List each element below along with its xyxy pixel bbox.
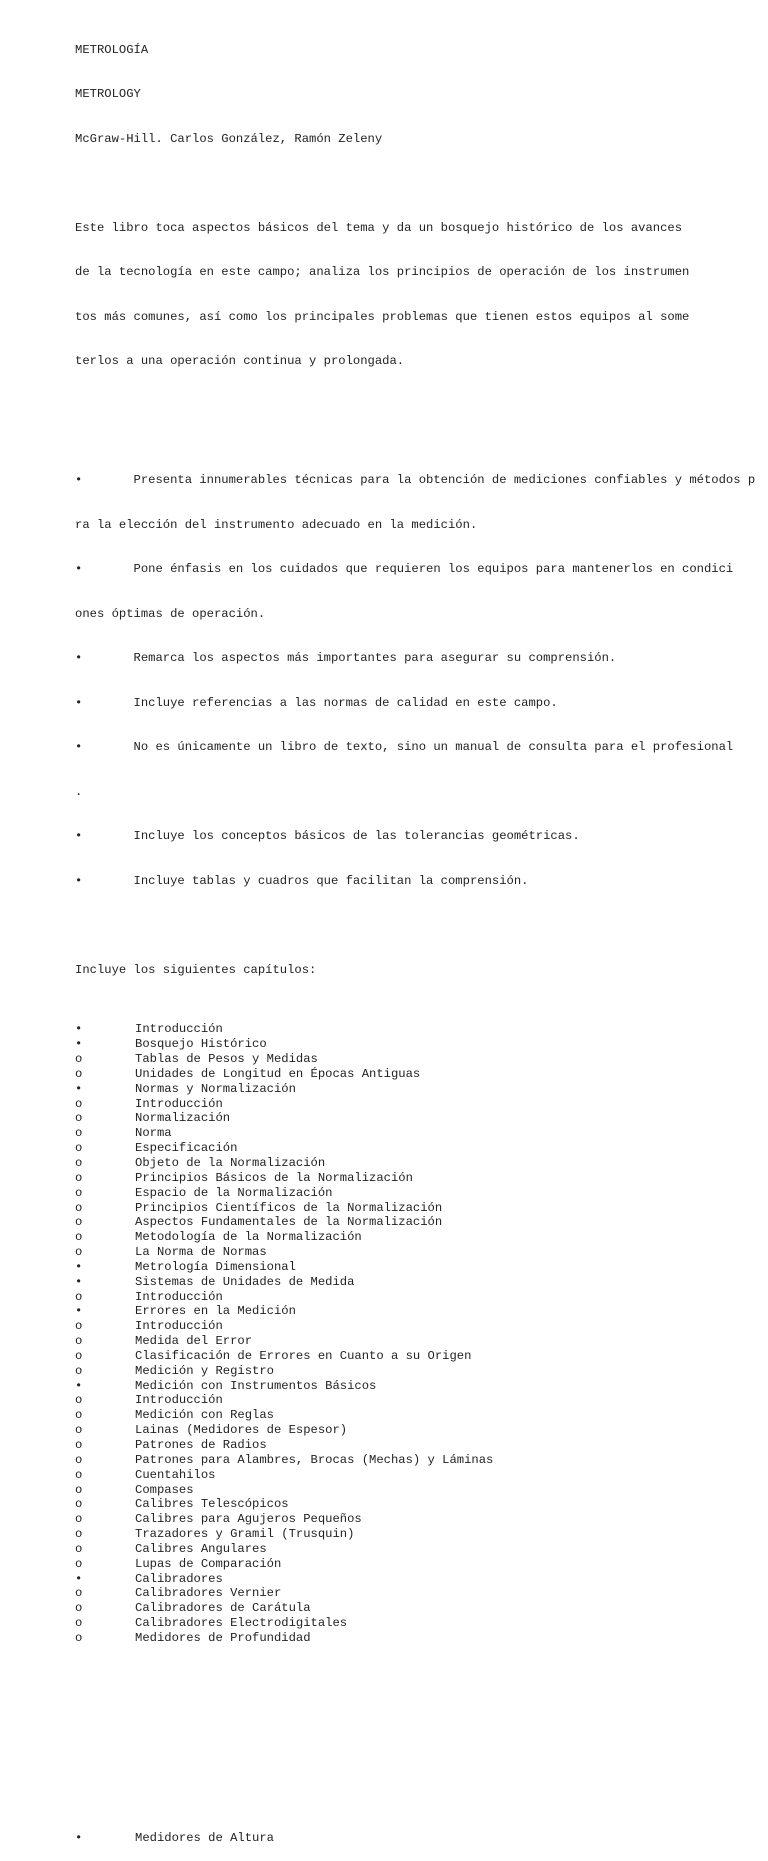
sub-bullet-marker: o	[75, 1616, 83, 1631]
chapter-title: Introducción	[135, 1393, 223, 1408]
sub-bullet-marker: o	[75, 1111, 83, 1126]
description	[75, 191, 768, 399]
document-title: METROLOGÍA	[75, 42, 149, 57]
sub-bullet-marker: o	[75, 1601, 83, 1616]
chapter-title: Introducción	[135, 1096, 223, 1111]
sub-bullet-marker: o	[75, 1527, 83, 1542]
chapter-item	[75, 1141, 768, 1156]
page-gap	[75, 1690, 768, 1786]
chapter-item	[75, 1037, 768, 1052]
chapter-item	[75, 1334, 768, 1349]
chapter-title: Metodología de la Normalización	[135, 1230, 362, 1245]
chapter-item	[75, 1186, 768, 1201]
chapter-title: Principios Científicos de la Normalización	[135, 1200, 443, 1215]
chapter-item	[75, 1304, 768, 1319]
chapter-title: Medición con Instrumentos Básicos	[135, 1378, 377, 1393]
sub-bullet-marker: o	[75, 1289, 83, 1304]
chapter-title: Norma	[135, 1126, 172, 1141]
chapter-item	[75, 1245, 768, 1260]
chapter-item	[75, 1423, 768, 1438]
chapter-title: Trazadores y Gramil (Trusquin)	[135, 1527, 355, 1542]
bullet-marker: •	[75, 1378, 83, 1393]
sub-bullet-marker: o	[75, 1230, 83, 1245]
description-line: Este libro toca aspectos básicos del tema y da un bosquejo histórico de los avances	[75, 220, 683, 235]
bullet-marker: •	[75, 1259, 83, 1274]
feature-line-continued: .	[75, 784, 83, 799]
chapter-title: Normalización	[135, 1111, 231, 1126]
document-body	[75, 13, 768, 1861]
sub-bullet-marker: o	[75, 1348, 83, 1363]
feature-line: • Remarca los aspectos más importantes para asegurar su comprensión.	[75, 651, 617, 666]
chapter-item	[75, 1275, 768, 1290]
chapter-item	[75, 1557, 768, 1572]
bullet-marker: •	[75, 1081, 83, 1096]
sub-bullet-marker: o	[75, 1467, 83, 1482]
chapter-title: Medida del Error	[135, 1334, 253, 1349]
chapters-heading: Incluye los siguientes capítulos:	[75, 963, 317, 977]
sub-bullet-marker: o	[75, 1155, 83, 1170]
chapter-title: Introducción	[135, 1319, 223, 1334]
chapter-item	[75, 1453, 768, 1468]
chapter-list-continued	[75, 1831, 768, 1846]
sub-bullet-marker: o	[75, 1334, 83, 1349]
chapter-item	[75, 1097, 768, 1112]
feature-line: • Presenta innumerables técnicas para la obtención de mediciones confiables y métodos p	[75, 473, 756, 488]
chapter-title: Medidores de Profundidad	[135, 1630, 311, 1645]
chapter-item	[75, 1512, 768, 1527]
bullet-marker: •	[75, 1037, 83, 1052]
chapter-title: Introducción	[135, 1289, 223, 1304]
chapter-item	[75, 1082, 768, 1097]
bullet-marker: •	[75, 1571, 83, 1586]
chapter-title: Aspectos Fundamentales de la Normalización	[135, 1215, 443, 1230]
chapter-item	[75, 1527, 768, 1542]
chapter-title: Lainas (Medidores de Espesor)	[135, 1423, 348, 1438]
sub-bullet-marker: o	[75, 1556, 83, 1571]
sub-bullet-marker: o	[75, 1066, 83, 1081]
sub-bullet-marker: o	[75, 1200, 83, 1215]
feature-list	[75, 443, 768, 918]
sub-bullet-marker: o	[75, 1096, 83, 1111]
chapter-title: Introducción	[135, 1022, 223, 1037]
description-line: tos más comunes, así como los principales problemas que tienen estos equipos al some	[75, 309, 690, 324]
chapter-title: Lupas de Comparación	[135, 1556, 282, 1571]
chapter-item	[75, 1601, 768, 1616]
chapter-item	[75, 1052, 768, 1067]
chapter-item	[75, 1393, 768, 1408]
feature-line-continued: ra la elección del instrumento adecuado en la medición.	[75, 517, 478, 532]
sub-bullet-marker: o	[75, 1586, 83, 1601]
chapter-title: Calibres Angulares	[135, 1541, 267, 1556]
sub-bullet-marker: o	[75, 1541, 83, 1556]
sub-bullet-marker: o	[75, 1141, 83, 1156]
chapter-title: Tablas de Pesos y Medidas	[135, 1052, 318, 1067]
sub-bullet-marker: o	[75, 1423, 83, 1438]
chapter-title: Calibradores	[135, 1571, 223, 1586]
chapter-item	[75, 1497, 768, 1512]
chapter-title: Bosquejo Histórico	[135, 1037, 267, 1052]
chapter-title: Medición con Reglas	[135, 1408, 274, 1423]
chapter-title: Compases	[135, 1482, 194, 1497]
chapter-title: Errores en la Medición	[135, 1304, 296, 1319]
chapter-title: Patrones para Alambres, Brocas (Mechas) y Láminas	[135, 1452, 494, 1467]
chapter-title: Medidores de Altura	[135, 1830, 274, 1845]
chapter-item	[75, 1468, 768, 1483]
chapter-item	[75, 1542, 768, 1557]
sub-bullet-marker: o	[75, 1052, 83, 1067]
chapter-item	[75, 1201, 768, 1216]
chapter-title: Patrones de Radios	[135, 1438, 267, 1452]
document-subtitle: METROLOGY	[75, 87, 141, 102]
chapter-item	[75, 1483, 768, 1498]
chapter-title: Calibradores de Carátula	[135, 1601, 311, 1616]
chapter-item	[75, 1379, 768, 1394]
chapter-item	[75, 1572, 768, 1587]
chapter-item	[75, 1586, 768, 1601]
chapter-item	[75, 1126, 768, 1141]
sub-bullet-marker: o	[75, 1630, 83, 1645]
bullet-marker: •	[75, 1274, 83, 1289]
chapter-title: Calibres Telescópicos	[135, 1497, 289, 1512]
feature-line: • Incluye tablas y cuadros que facilitan la comprensión.	[75, 873, 529, 888]
chapter-title: Calibradores Electrodigitales	[135, 1616, 348, 1631]
chapter-title: Cuentahilos	[135, 1467, 216, 1482]
chapter-title: Clasificación de Errores en Cuanto a su Origen	[135, 1348, 472, 1363]
sub-bullet-marker: o	[75, 1438, 83, 1452]
chapter-title: Sistemas de Unidades de Medida	[135, 1274, 355, 1289]
chapter-item	[75, 1260, 768, 1275]
chapter-item	[75, 1171, 768, 1186]
chapter-item	[75, 1631, 768, 1646]
feature-line: • Incluye los conceptos básicos de las tolerancias geométricas.	[75, 829, 580, 844]
sub-bullet-marker: o	[75, 1363, 83, 1378]
chapter-item	[75, 1215, 768, 1230]
sub-bullet-marker: o	[75, 1452, 83, 1467]
chapter-title: Medición y Registro	[135, 1363, 274, 1378]
description-line: de la tecnología en este campo; analiza los principios de operación de los instrumen	[75, 265, 690, 280]
bullet-marker: •	[75, 1022, 83, 1037]
sub-bullet-marker: o	[75, 1497, 83, 1512]
chapter-item	[75, 1111, 768, 1126]
chapter-item	[75, 1616, 768, 1631]
chapter-item	[75, 1438, 768, 1453]
chapter-title: Calibradores Vernier	[135, 1586, 282, 1601]
chapter-title: Calibres para Agujeros Pequeños	[135, 1512, 362, 1527]
sub-bullet-marker: o	[75, 1215, 83, 1230]
sub-bullet-marker: o	[75, 1185, 83, 1200]
sub-bullet-marker: o	[75, 1245, 83, 1260]
document-authors: McGraw-Hill. Carlos González, Ramón Zeleny	[75, 131, 383, 146]
chapter-item	[75, 1364, 768, 1379]
chapter-title: Espacio de la Normalización	[135, 1185, 333, 1200]
chapter-title: Unidades de Longitud en Épocas Antiguas	[135, 1066, 421, 1081]
sub-bullet-marker: o	[75, 1408, 83, 1423]
feature-line: • Pone énfasis en los cuidados que requieren los equipos para mantenerlos en condici	[75, 562, 734, 577]
chapter-item	[75, 1408, 768, 1423]
chapter-title: Objeto de la Normalización	[135, 1155, 326, 1170]
bullet-marker: •	[75, 1830, 83, 1845]
sub-bullet-marker: o	[75, 1126, 83, 1141]
chapter-title: Metrología Dimensional	[135, 1259, 296, 1274]
chapter-title: La Norma de Normas	[135, 1245, 267, 1260]
chapter-title: Principios Básicos de la Normalización	[135, 1170, 413, 1185]
feature-line: • Incluye referencias a las normas de calidad en este campo.	[75, 695, 558, 710]
description-line: terlos a una operación continua y prolongada.	[75, 354, 405, 369]
sub-bullet-marker: o	[75, 1170, 83, 1185]
chapter-item	[75, 1349, 768, 1364]
sub-bullet-marker: o	[75, 1319, 83, 1334]
chapter-item	[75, 1230, 768, 1245]
feature-line: • No es únicamente un libro de texto, sino un manual de consulta para el profesional	[75, 740, 734, 755]
chapter-item	[75, 1319, 768, 1334]
chapter-title: Normas y Normalización	[135, 1081, 296, 1096]
chapter-item	[75, 1290, 768, 1305]
sub-bullet-marker: o	[75, 1512, 83, 1527]
sub-bullet-marker: o	[75, 1393, 83, 1408]
chapter-item	[75, 1831, 768, 1846]
chapter-title: Especificación	[135, 1141, 238, 1156]
chapter-item	[75, 1156, 768, 1171]
feature-line-continued: ones óptimas de operación.	[75, 606, 266, 621]
chapter-list	[75, 1022, 768, 1645]
sub-bullet-marker: o	[75, 1482, 83, 1497]
chapter-item	[75, 1022, 768, 1037]
bullet-marker: •	[75, 1304, 83, 1319]
chapter-item	[75, 1067, 768, 1082]
